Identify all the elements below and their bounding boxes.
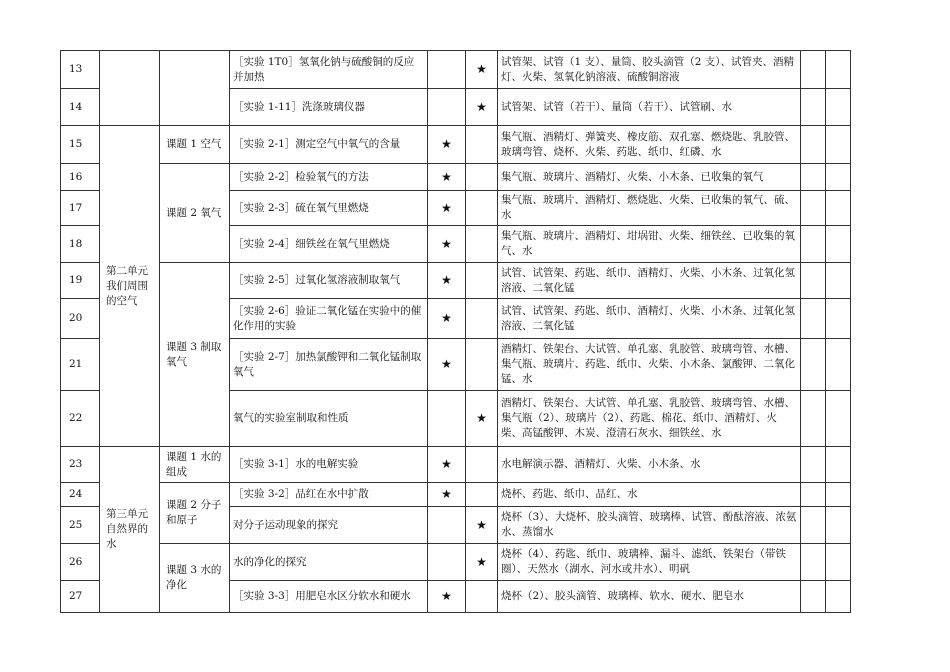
- blank-cell: [801, 581, 826, 613]
- student-mark: [466, 226, 498, 263]
- blank-cell: [801, 89, 826, 126]
- blank-cell: [826, 89, 851, 126]
- student-mark: [466, 164, 498, 191]
- equipment-list: 烧杯（3）、大烧杯、胶头滴管、玻璃棒、试管、酚酞溶液、浓氨水、蒸馏水: [498, 507, 801, 544]
- equipment-list: 集气瓶、酒精灯、弹簧夹、橡皮筋、双孔塞、燃烧匙、乳胶管、玻璃弯管、烧杯、火柴、药匙、纸巾、红磷、水: [498, 126, 801, 164]
- demo-mark: ★: [428, 263, 466, 299]
- student-mark: [466, 339, 498, 391]
- experiment-name: ［实验 2-1］测定空气中氧气的含量: [230, 126, 428, 164]
- lesson-cell: [160, 51, 230, 126]
- experiment-name: 水的净化的探究: [230, 544, 428, 581]
- table-row: [61, 483, 851, 507]
- blank-cell: [826, 263, 851, 299]
- demo-mark: ★: [428, 581, 466, 613]
- equipment-list: 烧杯（4）、药匙、纸巾、玻璃棒、漏斗、滤纸、铁架台（带铁圈）、天然水（湖水、河水或井水）、明矾: [498, 544, 801, 581]
- blank-cell: [826, 507, 851, 544]
- table-row: [61, 51, 851, 89]
- equipment-list: 集气瓶、玻璃片、酒精灯、火柴、小木条、已收集的氧气: [498, 164, 801, 191]
- row-number: 23: [61, 447, 100, 483]
- demo-mark: [428, 391, 466, 447]
- experiment-name: ［实验 3-3］用肥皂水区分软水和硬水: [230, 581, 428, 613]
- unit-3-title: 第三单元自然界的水: [100, 447, 160, 613]
- row-number: 13: [61, 51, 100, 89]
- lesson-3-1: 课题 1 水的组成: [160, 447, 230, 483]
- experiment-name: ［实验 3-1］水的电解实验: [230, 447, 428, 483]
- equipment-list: 水电解演示器、酒精灯、火柴、小木条、水: [498, 447, 801, 483]
- blank-cell: [801, 263, 826, 299]
- student-mark: ★: [466, 51, 498, 89]
- blank-cell: [826, 544, 851, 581]
- blank-cell: [826, 447, 851, 483]
- blank-cell: [801, 339, 826, 391]
- demo-mark: ★: [428, 191, 466, 226]
- table-row: [61, 164, 851, 191]
- blank-cell: [801, 447, 826, 483]
- row-number: 14: [61, 89, 100, 126]
- equipment-list: 集气瓶、玻璃片、酒精灯、燃烧匙、火柴、已收集的氧气、硫、水: [498, 191, 801, 226]
- blank-cell: [826, 483, 851, 507]
- demo-mark: ★: [428, 447, 466, 483]
- table-row: [61, 544, 851, 581]
- blank-cell: [801, 299, 826, 339]
- demo-mark: [428, 89, 466, 126]
- blank-cell: [801, 544, 826, 581]
- row-number: 19: [61, 263, 100, 299]
- student-mark: ★: [466, 507, 498, 544]
- blank-cell: [801, 226, 826, 263]
- demo-mark: ★: [428, 339, 466, 391]
- row-number: 15: [61, 126, 100, 164]
- experiment-name: ［实验 1-11］洗涤玻璃仪器: [230, 89, 428, 126]
- experiment-name: ［实验 2-3］硫在氧气里燃烧: [230, 191, 428, 226]
- blank-cell: [801, 191, 826, 226]
- blank-cell: [801, 483, 826, 507]
- experiment-name: 对分子运动现象的探究: [230, 507, 428, 544]
- blank-cell: [801, 391, 826, 447]
- blank-cell: [826, 339, 851, 391]
- student-mark: ★: [466, 544, 498, 581]
- blank-cell: [826, 226, 851, 263]
- demo-mark: ★: [428, 299, 466, 339]
- student-mark: [466, 191, 498, 226]
- student-mark: [466, 263, 498, 299]
- row-number: 27: [61, 581, 100, 613]
- equipment-table-page: [60, 50, 851, 613]
- blank-cell: [826, 164, 851, 191]
- blank-cell: [826, 191, 851, 226]
- unit-2-title: 第二单元我们周围的空气: [100, 126, 160, 447]
- row-number: 20: [61, 299, 100, 339]
- unit-cell: [100, 51, 160, 126]
- demo-mark: ★: [428, 483, 466, 507]
- row-number: 16: [61, 164, 100, 191]
- demo-mark: [428, 51, 466, 89]
- experiment-name: ［实验 2-2］检验氧气的方法: [230, 164, 428, 191]
- table-row: [61, 263, 851, 299]
- experiment-name: ［实验 3-2］品红在水中扩散: [230, 483, 428, 507]
- experiment-name: 氧气的实验室制取和性质: [230, 391, 428, 447]
- lesson-2-2: 课题 2 氧气: [160, 164, 230, 263]
- experiment-name: ［实验 2-5］过氧化氢溶液制取氧气: [230, 263, 428, 299]
- equipment-list: 酒精灯、铁架台、大试管、单孔塞、乳胶管、玻璃弯管、水槽、集气瓶、玻璃片、药匙、纸巾、火柴、小木条、氯酸钾、二氧化锰、水: [498, 339, 801, 391]
- equipment-list: 烧杯（2）、胶头滴管、玻璃棒、软水、硬水、肥皂水: [498, 581, 801, 613]
- lesson-3-2: 课题 2 分子和原子: [160, 483, 230, 544]
- equipment-list: 试管、试管架、药匙、纸巾、酒精灯、火柴、小木条、过氧化氢溶液、二氧化锰: [498, 299, 801, 339]
- equipment-list: 试管架、试管（若干）、量筒（若干）、试管刷、水: [498, 89, 801, 126]
- blank-cell: [801, 164, 826, 191]
- student-mark: [466, 483, 498, 507]
- student-mark: [466, 299, 498, 339]
- row-number: 22: [61, 391, 100, 447]
- blank-cell: [826, 51, 851, 89]
- row-number: 26: [61, 544, 100, 581]
- blank-cell: [826, 391, 851, 447]
- lesson-3-3: 课题 3 水的净化: [160, 544, 230, 613]
- experiment-name: ［实验 2-7］加热氯酸钾和二氧化锰制取氧气: [230, 339, 428, 391]
- row-number: 24: [61, 483, 100, 507]
- demo-mark: ★: [428, 164, 466, 191]
- table-row: [61, 447, 851, 483]
- student-mark: [466, 126, 498, 164]
- lesson-2-1: 课题 1 空气: [160, 126, 230, 164]
- equipment-list: 烧杯、药匙、纸巾、品红、水: [498, 483, 801, 507]
- lesson-2-3: 课题 3 制取氧气: [160, 263, 230, 447]
- blank-cell: [801, 51, 826, 89]
- student-mark: ★: [466, 89, 498, 126]
- demo-mark: ★: [428, 126, 466, 164]
- row-number: 17: [61, 191, 100, 226]
- student-mark: [466, 581, 498, 613]
- student-mark: [466, 447, 498, 483]
- experiment-name: ［实验 2-4］细铁丝在氧气里燃烧: [230, 226, 428, 263]
- blank-cell: [826, 581, 851, 613]
- row-number: 18: [61, 226, 100, 263]
- row-number: 21: [61, 339, 100, 391]
- demo-mark: ★: [428, 226, 466, 263]
- demo-mark: [428, 544, 466, 581]
- blank-cell: [801, 126, 826, 164]
- equipment-list: 酒精灯、铁架台、大试管、单孔塞、乳胶管、玻璃弯管、水槽、集气瓶（2）、玻璃片（2）、药匙、棉花、纸巾、酒精灯、火柴、高锰酸钾、木炭、澄清石灰水、细铁丝、水: [498, 391, 801, 447]
- experiment-name: ［实验 1T0］氢氧化钠与硫酸铜的反应并加热: [230, 51, 428, 89]
- equipment-list: 试管架、试管（1 支）、量筒、胶头滴管（2 支）、试管夹、酒精灯、火柴、氢氧化钠溶液、硫酸铜溶液: [498, 51, 801, 89]
- blank-cell: [826, 126, 851, 164]
- row-number: 25: [61, 507, 100, 544]
- experiment-equipment-table: [60, 50, 851, 613]
- blank-cell: [826, 299, 851, 339]
- experiment-name: ［实验 2-6］验证二氧化锰在实验中的催化作用的实验: [230, 299, 428, 339]
- student-mark: ★: [466, 391, 498, 447]
- demo-mark: [428, 507, 466, 544]
- equipment-list: 集气瓶、玻璃片、酒精灯、坩埚钳、火柴、细铁丝、已收集的氧气、水: [498, 226, 801, 263]
- blank-cell: [801, 507, 826, 544]
- equipment-list: 试管、试管架、药匙、纸巾、酒精灯、火柴、小木条、过氧化氢溶液、二氧化锰: [498, 263, 801, 299]
- table-row: [61, 126, 851, 164]
